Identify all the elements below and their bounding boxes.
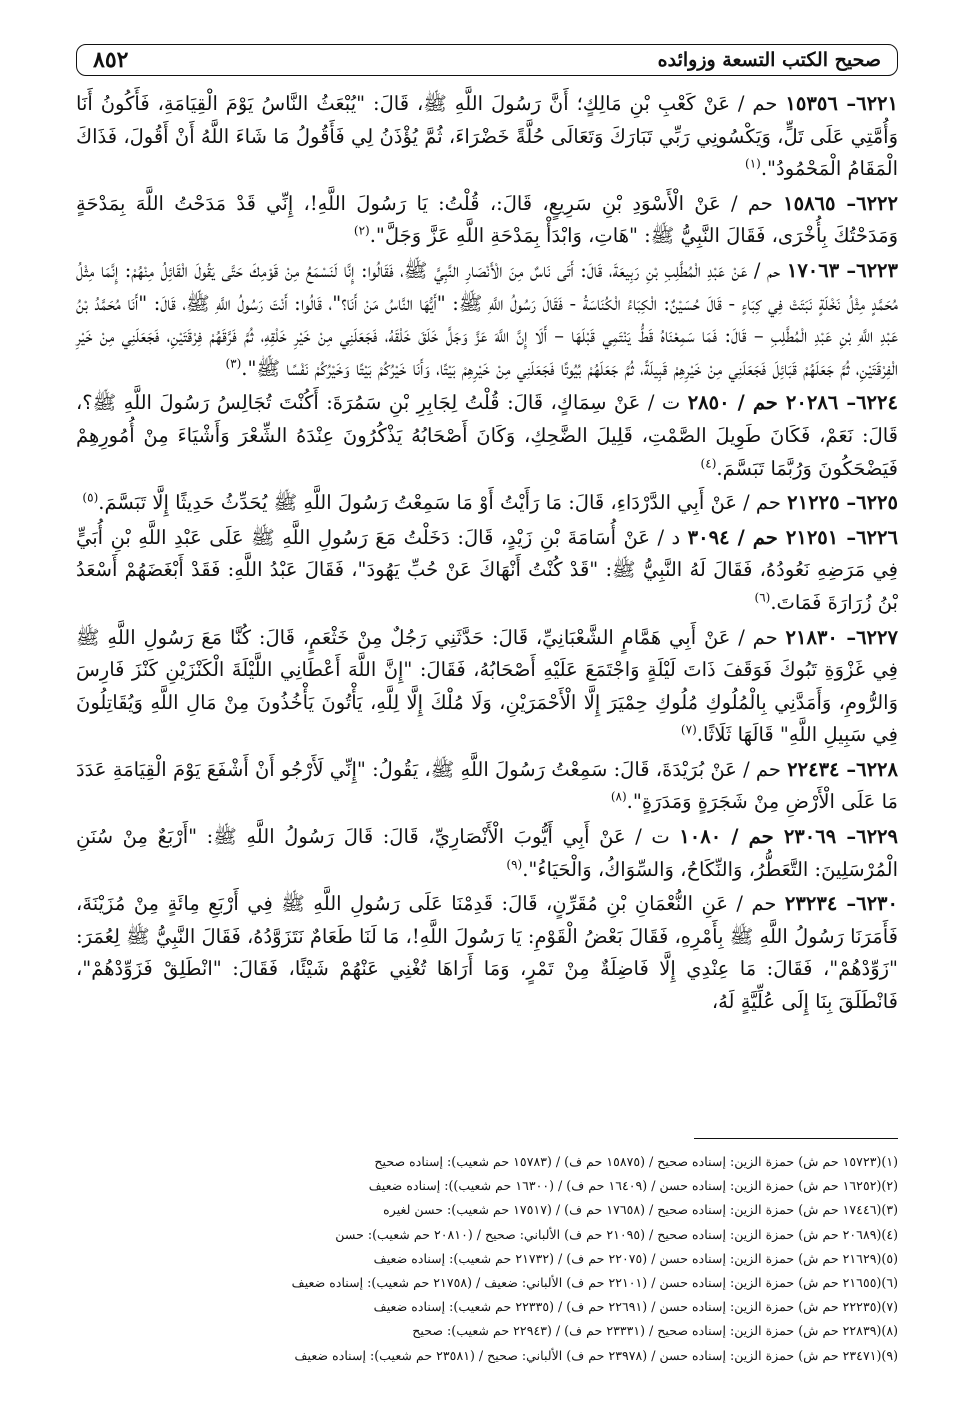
hadith-number: ٦٢٣٠ [856,892,898,916]
page-header [76,44,898,76]
hadith-reference: ١٧٠٦٣ [786,258,840,282]
hadith-entry: ٦٢٢٩– ٢٣٠٦٩ حم / ١٠٨٠ ت / عَنْ أَبِي أَيُّوبَ الْأَنْصَارِيِّ، قَالَ: قَالَ رَسُولُ اللَّهِ ﷺ: "أَرْبَعٌ مِنْ سُنَنِ الْمُرْسَلِينَ: التَّعَطُّرُ، وَالنِّكَاحُ، وَالسِّوَاكُ، وَالْحَيَاءُ".$^{(٩)}$ [76,825,898,881]
hadith-text: حم / عَنِ النُّعْمَانِ بْنِ مُقَرِّنٍ، قَالَ: قَدِمْنَا عَلَى رَسُولِ اللَّهِ ﷺ فِي أَرْبَعِ مِائَةٍ مِنْ مُزَيْنَةَ، فَأَمَرَنَا رَسُولُ اللَّهِ ﷺ بِأَمْرِهِ، فَقَالَ بَعْضُ الْقَوْمِ: يَا رَسُولَ اللَّهِ!، مَا لَنَا طَعَامٌ نَتَزَوَّدُهُ، فَقَالَ النَّبِيُّ ﷺ لِعُمَرَ: "زَوِّدْهُمْ"، فَقَالَ: مَا عِنْدِي إِلَّا فَاضِلَةٌ مِنْ تَمْرٍ، وَمَا أَرَاهَا تُغْنِي عَنْهُمْ شَيْئًا، فَقَالَ: "انْطَلِقْ فَزَوِّدْهُمْ"، فَانْطَلَقَ بِنَا إِلَى عُلِّيَّةٍ لَهُ، [76,892,898,1014]
hadith-number: ٦٢٢٦ [856,525,898,549]
hadith-reference: ١٥٣٥٦ [785,92,838,115]
hadith-entry: ٦٢٢٦– ٢١٢٥١ حم / ٣٠٩٤ د / عَنْ أُسَامَةَ بْنِ زَيْدٍ، قَالَ: دَخَلْتُ مَعَ رَسُولِ اللَّهِ ﷺ عَلَى عَبْدِ اللَّهِ بْنِ أُبَيٍّ فِي مَرَضِهِ نَعُودُهُ، فَقَالَ لَهُ النَّبِيُّ ﷺ: "قَدْ كُنْتُ أَنْهَاكَ عَنْ حُبِّ يَهُودَ"، فَقَالَ عَبْدُ اللَّهِ: فَقَدْ أَبْغَضَهُمْ أَسْعَدُ بْنُ زُرَارَةَ فَمَاتَ.$^{(٦)}$ [76,525,898,614]
hadith-reference: ٢٣٢٣٤ [784,892,838,916]
footnote-marker: (٨) [610,789,627,804]
page-number: ٨٥٢ [93,47,129,73]
hadith-number: ٦٢٢٤ [856,391,898,415]
footnotes [76,1150,898,1368]
hadith-number: ٦٢٢٣ [856,258,899,282]
hadith-entry: ٦٢٢٢– ١٥٨٦٥ حم / عَنْ الْأَسْوَدِ بْنِ سَرِيعٍ، قَالَ:، قُلْتُ: يَا رَسُولَ اللَّهِ!، إِنِّي قَدْ مَدَحْتُ اللَّهَ بِمَدْحَةٍ وَمَدَحْتُكَ بِأُخْرَى، فَقَالَ النَّبِيُّ ﷺ: "هَاتِ، وَابْدَأْ بِمَدْحَةِ اللَّهِ عَزَّ وَجَلَّ".$^{(٢)}$ [76,191,899,248]
hadith-reference: ٢٢٤٣٤ [787,757,840,781]
hadith-entry: ٦٢٢٧– ٢١٨٣٠ حم / عَنْ أَبِي هَمَّامٍ الشَّعْبَانِيِّ، قَالَ: حَدَّثَنِي رَجُلٌ مِنْ خَثْعَمٍ، قَالَ: كُنَّا مَعَ رَسُولِ اللَّهِ ﷺ فِي غَزْوَةِ تَبُوكَ فَوَقَفَ ذَاتَ لَيْلَةٍ وَاجْتَمَعَ عَلَيْهِ أَصْحَابُهُ، فَقَالَ: "إِنَّ اللَّهَ أَعْطَانِي اللَّيْلَةَ الْكَنْزَيْنِ كَنْزَ فَارِسَ وَالرُّومِ، وَأَمَدَّنِي بِالْمُلُوكِ مُلُوكِ حِمْيَرَ إِلَّا الْأَحْمَرَيْنِ، وَلَا مُلْكَ إِلَّا لِلَّهِ، يَأْتُونَ يَأْخُذُونَ مِنْ مَالِ اللَّهِ وَيُقَاتِلُونَ فِي سَبِيلِ اللَّهِ" قَالَهَا ثَلَاثًا.$^{(٧)}$ [76,625,898,747]
footnote-marker: (٤) [700,456,717,471]
hadith-number: ٦٢٢٥ [856,491,898,515]
hadith-entry: ٦٢٢٣– ١٧٠٦٣ حم / عَنْ عَبْدِ الْمُطَّلِبِ بْنِ رَبِيعَةَ، قَالَ: أَتَى نَاسٌ مِنَ الْأَنْصَارِ النَّبِيَّ ﷺ، فَقَالُوا: إِنَّا لَنَسْمَعُ مِنْ قَوْمِكَ حَتَّى يَقُولَ الْقَائِلُ مِنْهُمْ: إِنَّمَا مِثْلُ مُحَمَّدٍ مِثْلُ نَخْلَةٍ نَبَتَتْ فِي كِبَاءٍ - قَالَ حُسَيْنٌ: الْكِبَاءُ الْكُنَاسَةُ - فَقَالَ رَسُولُ اللَّهِ ﷺ: "أَيُّهَا النَّاسُ مَنْ أَنَا؟"، قَالُوا: أَنْتَ رَسُولُ اللَّهِ ﷺ، قَالَ: "أَنَا مُحَمَّدُ بْنُ عَبْدِ اللَّهِ بْنِ عَبْدِ الْمُطَّلِبِ – قَالَ: فَمَا سَمِعْنَاهُ قَطُّ يَنْتَمِي قَبْلَهَا – أَلَا إِنَّ اللَّهَ عَزَّ وَجَلَّ خَلَقَ خَلْقَهُ، فَجَعَلَنِي مِنْ خَيْرِ خَلْقِهِ، ثُمَّ فَرَّقَهُمْ فِرْقَتَيْنِ، فَجَعَلَنِي مِنْ خَيْرِ الْفِرْقَتَيْنِ، ثُمَّ جَعَلَهُمْ قَبَائِلَ فَجَعَلَنِي مِنْ خَيْرِهِمْ قَبِيلَةً، ثُمَّ جَعَلَهُمْ بُيُوتًا فَجَعَلَنِي مِنْ خَيْرِهِمْ بَيْتًا، وَأَنَا خَيْرُكُمْ بَيْتًا وَخَيْرُكُمْ نَفْسًا ﷺ".$^{(٣)}$ [76,258,899,380]
footnote-marker: (٥) [82,490,99,505]
footnote-line: (٦)(٢١٦٥٥ حم ش) حمزة الزين: إسناده حسن / (٢٢١٠١ حم ف) الألباني: ضعيف / (٢١٧٥٨ حم شعيب): إسناده ضعيف [291,1275,898,1291]
hadith-entry: ٦٢٣٠– ٢٣٢٣٤ حم / عَنِ النُّعْمَانِ بْنِ مُقَرِّنٍ، قَالَ: قَدِمْنَا عَلَى رَسُولِ اللَّهِ ﷺ فِي أَرْبَعِ مِائَةٍ مِنْ مُزَيْنَةَ، فَأَمَرَنَا رَسُولُ اللَّهِ ﷺ بِأَمْرِهِ، فَقَالَ بَعْضُ الْقَوْمِ: يَا رَسُولَ اللَّهِ!، مَا لَنَا طَعَامٌ نَتَزَوَّدُهُ، فَقَالَ النَّبِيُّ ﷺ لِعُمَرَ: "زَوِّدْهُمْ"، فَقَالَ: مَا عِنْدِي إِلَّا فَاضِلَةٌ مِنْ تَمْرٍ، وَمَا أَرَاهَا تُغْنِي عَنْهُمْ شَيْئًا، فَقَالَ: "انْطَلِقْ فَزَوِّدْهُمْ"، فَانْطَلَقَ بِنَا إِلَى عُلِّيَّةٍ لَهُ، [76,892,898,1014]
hadith-text: حم / عَنْ بُرَيْدَةَ، قَالَ: سَمِعْتُ رَسُولَ اللَّهِ ﷺ، يَقُولُ: "إِنِّي لَأَرْجُو أَنْ أَشْفَعَ يَوْمَ الْقِيَامَةِ عَدَدَ مَا عَلَى الْأَرْضِ مِنْ شَجَرَةٍ وَمَدَرَةٍ". [76,757,898,814]
footnote-line: (١)(١٥٧٢٣ حم ش) حمزة الزين: إسناده صحيح / (١٥٨٧٥ حم ف) / (١٥٧٨٣ حم شعيب): إسناده صحيح [374,1154,898,1169]
hadith-text: حم / عَنْ أَبِي هَمَّامٍ الشَّعْبَانِيِّ، قَالَ: حَدَّثَنِي رَجُلٌ مِنْ خَثْعَمٍ، قَالَ: كُنَّا مَعَ رَسُولِ اللَّهِ ﷺ فِي غَزْوَةِ تَبُوكَ فَوَقَفَ ذَاتَ لَيْلَةٍ وَاجْتَمَعَ عَلَيْهِ أَصْحَابُهُ، فَقَالَ: "إِنَّ اللَّهَ أَعْطَانِي اللَّيْلَةَ الْكَنْزَيْنِ كَنْزَ فَارِسَ وَالرُّومِ، وَأَمَدَّنِي بِالْمُلُوكِ مُلُوكِ حِمْيَرَ إِلَّا الْأَحْمَرَيْنِ، وَلَا مُلْكَ إِلَّا لِلَّهِ، يَأْتُونَ يَأْخُذُونَ مِنْ مَالِ اللَّهِ وَيُقَاتِلُونَ فِي سَبِيلِ اللَّهِ" قَالَهَا ثَلَاثًا. [76,625,898,747]
hadith-entry: ٦٢٢٥– ٢١٢٢٥ حم / عَنْ أَبِي الدَّرْدَاءِ، قَالَ: مَا رَأَيْتُ أَوْ مَا سَمِعْتُ رَسُولَ اللَّهِ ﷺ يُحَدِّثُ حَدِيثًا إِلَّا تَبَسَّمَ.$^{(٥)}$ [82,490,898,515]
hadith-reference: ٢٣٠٦٩ حم / ١٠٨٠ [679,825,837,849]
hadith-entry: ٦٢٢١– ١٥٣٥٦ حم / عَنْ كَعْبِ بْنِ مَالِكٍ؛ أَنَّ رَسُولَ اللَّهِ ﷺ، قَالَ: "يُبْعَثُ النَّاسُ يَوْمَ الْقِيَامَةِ، فَأَكُونُ أَنَا وَأُمَّتِي عَلَى تَلٍّ، وَيَكْسُونِي رَبِّي تَبَارَكَ وَتَعَالَى حُلَّةً خَضْرَاءَ، ثُمَّ يُؤْذَنُ لِي فَأَقُولُ مَا شَاءَ اللَّهُ أَنْ أَقُولَ، فَذَاكَ الْمَقَامُ الْمَحْمُودُ".$^{(١)}$ [76,92,898,181]
hadith-text: د / عَنْ أُسَامَةَ بْنِ زَيْدٍ، قَالَ: دَخَلْتُ مَعَ رَسُولِ اللَّهِ ﷺ عَلَى عَبْدِ اللَّهِ بْنِ أُبَيٍّ فِي مَرَضِهِ نَعُودُهُ، فَقَالَ لَهُ النَّبِيُّ ﷺ: "قَدْ كُنْتُ أَنْهَاكَ عَنْ حُبِّ يَهُودَ"، فَقَالَ عَبْدُ اللَّهِ: فَقَدْ أَبْغَضَهُمْ أَسْعَدُ بْنُ زُرَارَةَ فَمَاتَ. [76,525,898,614]
footnote-marker: (٦) [754,590,771,605]
footnote-line: (٢)(١٦٢٥٢ حم ش) حمزة الزين: إسناده حسن / (١٦٤٠٩ حم ف) / (١٦٣٠٠ حم شعيب)): إسناده ضعيف [368,1178,898,1194]
hadith-text: حم / عَنْ أَبِي الدَّرْدَاءِ، قَالَ: مَا رَأَيْتُ أَوْ مَا سَمِعْتُ رَسُولَ اللَّهِ ﷺ يُحَدِّثُ حَدِيثًا إِلَّا تَبَسَّمَ. [98,491,781,515]
footnote-line: (٣)(١٧٤٤٦ حم ش) حمزة الزين: إسناده صحيح / (١٧٦٥٨ حم ف) / (١٧٥١٧ حم شعيب): حسن لغيره [383,1202,898,1218]
hadith-reference: ٢١٢٥١ حم / ٣٠٩٤ [687,525,839,549]
footnote-marker: (٢) [353,223,370,238]
hadith-reference: ١٥٨٦٥ [783,191,836,215]
footnote-divider [694,1138,898,1139]
footnote-marker: (١) [745,156,761,171]
footnote-line: (٩)(٢٣٤٧١ حم ش) حمزة الزين: إسناده حسن / (٢٣٩٧٨ حم ف) الألباني: صحيح / (٢٣٥٨١ حم شعيب): إسناده ضعيف [294,1347,898,1363]
hadith-entry: ٦٢٢٤– ٢٠٢٨٦ حم / ٢٨٥٠ ت / عَنْ سِمَاكٍ، قَالَ: قُلْتُ لِجَابِرِ بْنِ سَمُرَةَ: أَكُنْتَ تُجَالِسُ رَسُولَ اللَّهِ ﷺ؟، قَالَ: نَعَمْ، فَكَانَ طَوِيلَ الصَّمْتِ، قَلِيلَ الضَّحِكِ، وَكَانَ أَصْحَابُهُ يَذْكُرُونَ عِنْدَهُ الشِّعْرَ وَأَشْيَاءَ مِنْ أُمُورِهِمْ فَيَضْحَكُونَ وَرُبَّمَا تَبَسَّمَ.$^{(٤)}$ [76,391,898,480]
hadith-number: ٦٢٢٩ [856,825,898,849]
hadith-list [76,88,898,1021]
footnote-marker: (٣) [225,356,242,371]
hadith-reference: ٢٠٢٨٦ حم / ٢٨٥٠ [687,391,839,415]
hadith-text: حم / عَنْ عَبْدِ الْمُطَّلِبِ بْنِ رَبِيعَةَ، قَالَ: أَتَى نَاسٌ مِنَ الْأَنْصَارِ النَّبِيَّ ﷺ، فَقَالُوا: إِنَّا لَنَسْمَعُ مِنْ قَوْمِكَ حَتَّى يَقُولَ الْقَائِلُ مِنْهُمْ: إِنَّمَا مِثْلُ مُحَمَّدٍ مِثْلُ نَخْلَةٍ نَبَتَتْ فِي كِبَاءٍ - قَالَ حُسَيْنٌ: الْكِبَاءُ الْكُنَاسَةُ - فَقَالَ رَسُولُ اللَّهِ ﷺ: "أَيُّهَا النَّاسُ مَنْ أَنَا؟"، قَالُوا: أَنْتَ رَسُولُ اللَّهِ ﷺ، قَالَ: "أَنَا مُحَمَّدُ بْنُ عَبْدِ اللَّهِ بْنِ عَبْدِ الْمُطَّلِبِ – قَالَ: فَمَا سَمِعْنَاهُ قَطُّ يَنْتَمِي قَبْلَهَا – أَلَا إِنَّ اللَّهَ عَزَّ وَجَلَّ خَلَقَ خَلْقَهُ، فَجَعَلَنِي مِنْ خَيْرِ خَلْقِهِ، ثُمَّ فَرَّقَهُمْ فِرْقَتَيْنِ، فَجَعَلَنِي مِنْ خَيْرِ الْفِرْقَتَيْنِ، ثُمَّ جَعَلَهُمْ قَبَائِلَ فَجَعَلَنِي مِنْ خَيْرِهِمْ قَبِيلَةً، ثُمَّ جَعَلَهُمْ بُيُوتًا فَجَعَلَنِي مِنْ خَيْرِهِمْ بَيْتًا، وَأَنَا خَيْرُكُمْ بَيْتًا وَخَيْرُكُمْ نَفْسًا ﷺ". [76,258,898,380]
hadith-number: ٦٢٢٨ [856,757,898,781]
book-title: صحيح الكتب التسعة وزوائده [657,49,881,71]
hadith-text: ت / عَنْ سِمَاكٍ، قَالَ: قُلْتُ لِجَابِرِ بْنِ سَمُرَةَ: أَكُنْتَ تُجَالِسُ رَسُولَ اللَّهِ ﷺ؟، قَالَ: نَعَمْ، فَكَانَ طَوِيلَ الصَّمْتِ، قَلِيلَ الضَّحِكِ، وَكَانَ أَصْحَابُهُ يَذْكُرُونَ عِنْدَهُ الشِّعْرَ وَأَشْيَاءَ مِنْ أُمُورِهِمْ فَيَضْحَكُونَ وَرُبَّمَا تَبَسَّمَ. [76,391,898,480]
hadith-number: ٦٢٢١ [856,92,898,115]
hadith-reference: ٢١٢٢٥ [787,491,840,515]
footnote-marker: (٩) [506,857,523,872]
hadith-text: حم / عَنْ كَعْبِ بْنِ مَالِكٍ؛ أَنَّ رَسُولَ اللَّهِ ﷺ، قَالَ: "يُبْعَثُ النَّاسُ يَوْمَ الْقِيَامَةِ، فَأَكُونُ أَنَا وَأُمَّتِي عَلَى تَلٍّ، وَيَكْسُونِي رَبِّي تَبَارَكَ وَتَعَالَى حُلَّةً خَضْرَاءَ، ثُمَّ يُؤْذَنُ لِي فَأَقُولُ مَا شَاءَ اللَّهُ أَنْ أَقُولَ، فَذَاكَ الْمَقَامُ الْمَحْمُودُ". [76,92,898,181]
hadith-text: حم / عَنْ الْأَسْوَدِ بْنِ سَرِيعٍ، قَالَ:، قُلْتُ: يَا رَسُولَ اللَّهِ!، إِنِّي قَدْ مَدَحْتُ اللَّهَ بِمَدْحَةٍ وَمَدَحْتُكَ بِأُخْرَى، فَقَالَ النَّبِيُّ ﷺ: "هَاتِ، وَابْدَأْ بِمَدْحَةِ اللَّهِ عَزَّ وَجَلَّ". [76,191,898,248]
footnote-line: (٧)(٢٢٢٣٥ حم ش) حمزة الزين: إسناده حسن / (٢٢٦٩١ حم ف) / (٢٢٣٣٥ حم شعيب): إسناده ضعيف [373,1299,898,1315]
footnote-line: (٨)(٢٢٨٣٩ حم ش) حمزة الزين: إسناده صحيح / (٢٣٣٣١ حم ف) / (٢٢٩٤٣ حم شعيب): صحيح [412,1323,898,1339]
hadith-text: ت / عَنْ أَبِي أَيُّوبَ الْأَنْصَارِيِّ، قَالَ: قَالَ رَسُولُ اللَّهِ ﷺ: "أَرْبَعٌ مِنْ سُنَنِ الْمُرْسَلِينَ: التَّعَطُّرُ، وَالنِّكَاحُ، وَالسِّوَاكُ، وَالْحَيَاءُ". [76,825,898,881]
footnote-marker: (٧) [680,722,697,737]
hadith-number: ٦٢٢٢ [856,191,899,215]
footnote-line: (٥)(٢١٦٢٩ حم ش) حمزة الزين: إسناده حسن / (٢٢٠٧٥ حم ف) / (٢١٧٣٢ حم شعيب): إسناده ضعيف [373,1250,898,1266]
footnote-line: (٤)(٢٠٦٨٩ حم ش) حمزة الزين: إسناده صحيح / (٢١٠٩٥ حم ف) الألباني: صحيح / (٢٠٨١٠ حم شعيب): حسن [335,1226,898,1242]
hadith-entry: ٦٢٢٨– ٢٢٤٣٤ حم / عَنْ بُرَيْدَةَ، قَالَ: سَمِعْتُ رَسُولَ اللَّهِ ﷺ، يَقُولُ: "إِنِّي لَأَرْجُو أَنْ أَشْفَعَ يَوْمَ الْقِيَامَةِ عَدَدَ مَا عَلَى الْأَرْضِ مِنْ شَجَرَةٍ وَمَدَرَةٍ".$^{(٨)}$ [76,757,898,814]
hadith-number: ٦٢٢٧ [856,625,898,649]
hadith-reference: ٢١٨٣٠ [785,625,838,649]
